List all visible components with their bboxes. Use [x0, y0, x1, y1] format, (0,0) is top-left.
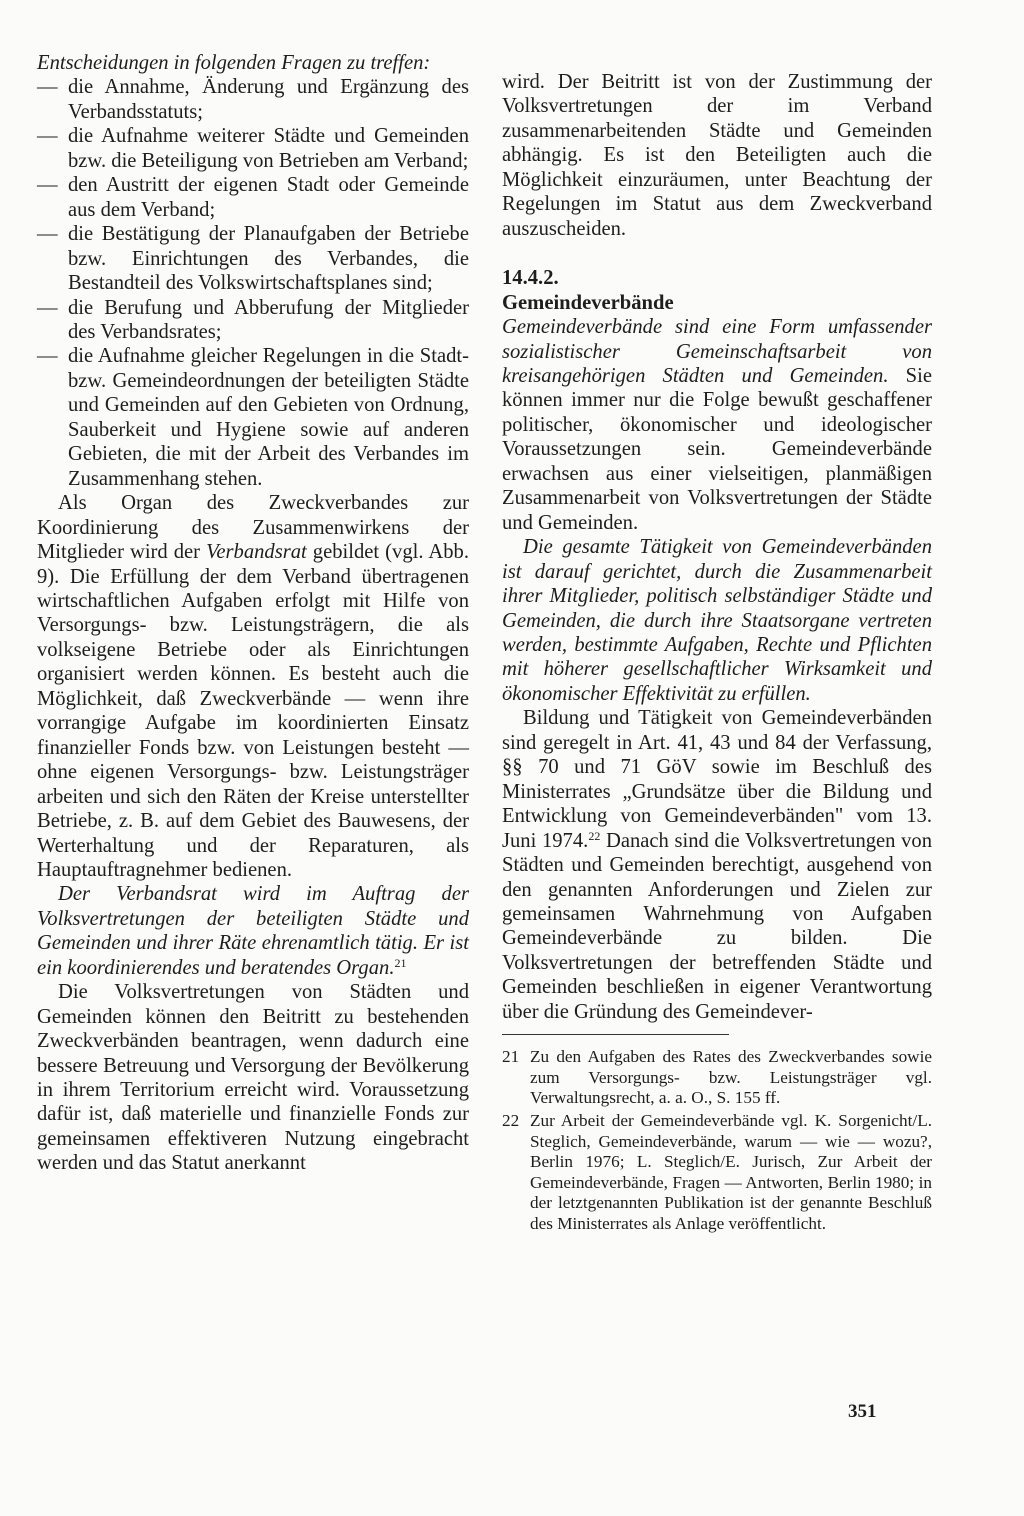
footnote-text: Zur Arbeit der Gemeindeverbände vgl. K. Sorgenicht/L. Steglich, Gemeindeverbände, warum — wie — wozu?, Berlin 1976; L. Steglich/E. Jurisch, Zur Arbeit der Gemeindeverbände, Fragen — Antworten, Berlin 1980; in der letztgenannten Publikation ist der genannte Beschluß des Ministerrates als Anlage veröffentlicht. — [530, 1111, 932, 1233]
list-item: — die Bestätigung der Planaufgaben der Betriebe bzw. Einrichtungen des Verbandes, die Bestandteil des Volkswirtschaftsplanes sind; — [37, 222, 469, 295]
decision-list — [37, 75, 469, 491]
footnote-number: 22 — [502, 1111, 520, 1130]
list-item: — die Aufnahme weiterer Städte und Gemeinden bzw. die Beteiligung von Betrieben am Verband; — [37, 124, 469, 173]
footnote — [502, 1047, 932, 1109]
list-item: — die Annahme, Änderung und Ergänzung des Verbandsstatuts; — [37, 75, 469, 124]
list-item: — die Aufnahme gleicher Regelungen in die Stadt- bzw. Gemeindeordnungen der beteiligten Städte und Gemeinden auf den Gebieten von Ordnung, Sauberkeit und Hygiene sowie auf anderen Gebieten, die mit der Arbeit des Verbandes im Zusammenhang stehen. — [37, 344, 469, 491]
footnote-text: Zu den Aufgaben des Rates des Zweckverbandes sowie zum Versorgungs- bzw. Leistungsträger vgl. Verwaltungsrecht, a. a. O., S. 155 ff. — [530, 1047, 932, 1108]
footnote-ref-22[interactable]: 22 — [588, 828, 601, 843]
paragraph-verbandsrat-role: Der Verbandsrat wird im Auftrag der Volksvertretungen der beteiligten Städte und Gemeinden und ihrer Räte ehrenamtlich tätig. Er ist ein koordinierendes und beratendes Organ.$^{21}$ — [37, 883, 469, 979]
list-item: — den Austritt der eigenen Stadt oder Gemeinde aus dem Verband; — [37, 173, 469, 222]
footnote-ref-21[interactable]: 21 — [394, 955, 407, 970]
page-number: 351 — [848, 1401, 877, 1422]
left-column — [37, 51, 469, 1176]
footnote — [502, 1111, 932, 1235]
paragraph-taetigkeit: Die gesamte Tätigkeit von Gemeindeverbänden ist darauf gerichtet, durch die Zusammenarbeit ihrer Mitglieder, politisch selbständiger Städte und Gemeinden, die durch ihre Staatsorgane vertreten werden, bestimmte Aufgaben, Rechte und Pflichten mit höherer gesellschaftlicher Wirksamkeit und ökonomischer Effektivität zu erfüllen. — [502, 536, 932, 705]
paragraph-bildung: Bildung und Tätigkeit von Gemeindeverbänden sind geregelt in Art. 41, 43 und 84 der Verfassung, §§ 70 und 71 GöV sowie im Beschluß des Ministerrates „Grundsätze über die Bildung und Entwicklung von Gemeindeverbänden" vom 13. Juni 1974.22 Danach sind die Volksvertretungen von Städten und Gemeinden berechtigt, ausgehend von den genannten Anforderungen und Zielen zur gemeinsamen Wahrnehmung von Aufgaben Gemeindeverbände zu bilden. Die Volksvertretungen der betreffenden Städte und Gemeinden beschließen in eigener Verantwortung über die Gründung des Gemeindever- — [502, 707, 932, 1023]
footnote-number: 21 — [502, 1047, 520, 1067]
intro-text: Entscheidungen in folgenden Fragen zu treffen: — [37, 52, 431, 74]
section-title: Gemeindeverbände — [502, 291, 674, 314]
section-number: 14.4.2. — [502, 267, 559, 290]
paragraph-continuation: wird. Der Beitritt ist von der Zustimmung der Volksvertretungen der im Verband zusammenarbeitenden Städte und Gemeinden abhängig. Es ist den Beteiligten auch die Möglichkeit einzuräumen, unter Beachtung der Regelungen im Statut aus dem Zweckverband auszuscheiden. — [502, 71, 932, 240]
list-item: — die Berufung und Abberufung der Mitglieder des Verbandsrates; — [37, 296, 469, 345]
paragraph-verbandsrat: Als Organ des Zweckverbandes zur Koordinierung des Zusammenwirkens der Mitglieder wird der Verbandsrat gebildet (vgl. Abb. 9). Die Erfüllung der dem Verband übertragenen wirtschaftlichen Aufgaben erfolgt mit Hilfe von Versorgungs- bzw. Leistungsträgern, die als volkseigene Betriebe oder als Einrichtungen organisiert werden können. Es besteht auch die Möglichkeit, daß Zweckverbände — wenn ihre vorrangige Aufgabe im koordinierten Einsatz finanzieller Fonds bzw. von Leistungen besteht — ohne eigenen Versorgungs- bzw. Leistungsträger arbeiten und sich den Räten der Kreise unterstellter Betriebe, z. B. auf dem Gebiet des Bauwesens, der Werterhaltung und der Reparaturen, als Hauptauftragnehmer bedienen. — [37, 492, 469, 881]
footnote-divider — [502, 1034, 729, 1035]
paragraph-beitritt: Die Volksvertretungen von Städten und Gemeinden können den Beitritt zu bestehenden Zweckverbänden beantragen, wenn dadurch eine bessere Betreuung und Versorgung der Bevölkerung in ihrem Territorium erreicht wird. Voraussetzung dafür ist, daß materielle und finanzielle Fonds zur gemeinsamen effektiveren Nutzung eingebracht werden und das Statut anerkannt — [37, 981, 469, 1175]
paragraph-definition: Gemeindeverbände sind eine Form umfassender sozialistischer Gemeinschaftsarbeit von kreisangehörigen Städten und Gemeinden. Sie können immer nur die Folge bewußt geschaffener politischer, ökonomischer und ideologischer Voraussetzungen sein. Gemeindeverbände erwachsen aus einer vielseitigen, planmäßigen Zusammenarbeit von Volksvertretungen der Städte und Gemeinden. — [502, 316, 932, 534]
right-column — [502, 70, 932, 1237]
